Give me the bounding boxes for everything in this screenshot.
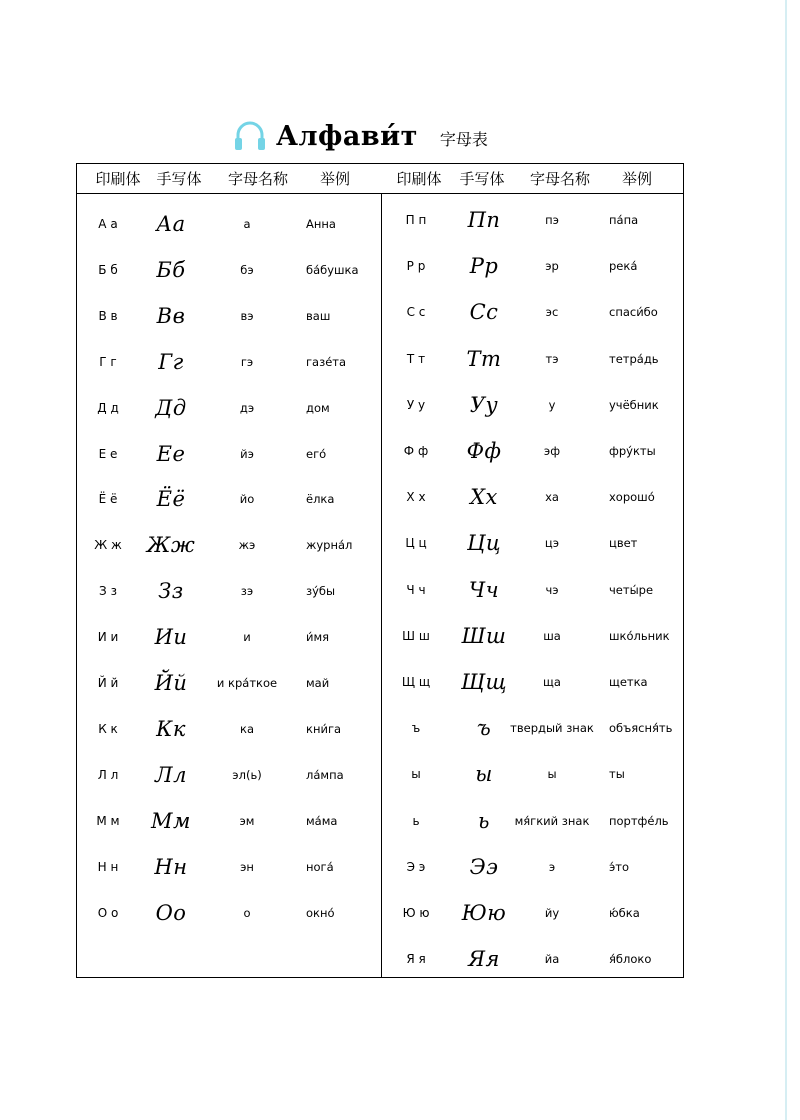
right-print-cell: Э э [406,859,426,874]
left-example-cell: нога́ [306,859,334,874]
left-name-cell: ка [240,721,254,736]
left-name-cell: и [243,630,251,645]
left-print-cell: И и [97,630,119,645]
header-print: 印刷体 [95,170,141,188]
left-name-cell: жэ [238,538,256,553]
right-example-cell: хорошо́ [609,490,655,505]
right-print-cell: Х х [406,490,426,505]
right-script-cell: Фф [466,439,502,463]
right-print-cell: Р р [406,259,426,274]
right-name-cell: твердый знак [510,721,594,736]
right-example-cell: тетра́дь [609,351,659,366]
headphones-icon [232,118,268,154]
header-script-right: 手写体 [459,170,505,188]
header-script: 手写体 [156,170,202,188]
left-print-cell: О о [97,905,119,920]
right-print-cell: Ф ф [403,444,429,458]
right-name-cell: цэ [544,536,560,551]
header-example-right: 举例 [621,170,653,188]
left-script-cell: Бб [156,257,186,282]
left-example-cell: ёлка [306,492,335,507]
right-print-cell: Т т [406,351,426,366]
left-print-cell: А а [98,217,118,231]
left-script-cell: Ёё [156,487,186,512]
right-example-cell: ю́бка [609,906,640,920]
left-print-cell: Л л [97,767,119,782]
page-title [232,112,488,160]
right-example-cell: я́блоко [609,952,652,967]
left-example-cell: Анна [306,217,336,231]
right-example-cell: щетка [609,675,648,689]
left-example-cell: журна́л [306,538,353,553]
left-print-cell: В в [98,308,118,323]
left-name-cell: а [243,217,251,231]
right-example-cell: цвет [609,536,638,551]
right-name-cell: эф [543,444,561,458]
left-print-cell: Н н [97,859,119,874]
left-script-cell: Кк [156,716,186,741]
right-script-cell: Шш [461,623,507,648]
left-example-cell: кни́га [306,721,342,736]
left-example-cell: ма́ма [306,813,338,828]
right-name-cell: ха [545,490,559,505]
right-name-cell: чэ [545,582,559,597]
left-example-cell: зу́бы [306,584,336,599]
right-example-cell: шко́льник [609,628,670,643]
left-script-cell: Дд [155,395,187,420]
right-print-cell: Ч ч [406,582,426,597]
right-print-cell: Ш ш [402,628,430,643]
right-name-cell: ы [547,767,557,782]
right-script-cell: Ээ [469,854,499,879]
page-edge-line [785,0,787,1120]
left-script-cell: Мм [151,808,191,833]
left-name-cell: эм [239,813,255,828]
right-script-cell: Пп [467,208,501,232]
right-script-cell: ы [475,762,493,787]
header-example: 举例 [319,170,351,188]
left-script-cell: Гг [158,349,184,374]
right-name-cell: э [548,859,556,874]
left-name-cell: о [243,905,251,920]
left-script-cell: Зз [158,579,184,604]
right-print-cell: Ц ц [405,536,427,551]
left-script-cell: Нн [154,854,188,879]
left-script-cell: Вв [156,303,186,328]
right-print-cell: ь [412,813,420,828]
left-script-cell: Ее [156,441,186,466]
right-name-cell: мя́гкий знак [514,813,590,828]
table-header [77,164,683,194]
left-example-cell: ваш [306,308,331,323]
left-name-cell: эл(ь) [232,767,262,782]
left-print-cell: Д д [97,400,119,415]
right-script-cell: ъ [476,716,492,741]
left-script-cell: Жж [146,533,196,558]
alphabet-table [76,163,684,978]
right-print-cell: Щ щ [401,675,431,689]
right-print-cell: С с [406,305,426,320]
right-script-cell: Хх [470,485,498,510]
left-print-cell: З з [99,584,117,599]
left-example-cell: газе́та [306,354,347,369]
title-main: Алфави́т [276,120,418,152]
right-script-cell: Сс [469,300,499,325]
left-script-cell: Ии [154,625,188,650]
right-name-cell: йу [544,906,560,920]
left-name-cell: йэ [240,446,254,461]
left-example-cell: и́мя [306,630,330,645]
left-example-cell: май [306,676,330,690]
right-example-cell: четы́ре [609,582,654,597]
left-example-cell: окно́ [306,905,335,920]
left-example-cell: его́ [306,446,327,461]
right-example-cell: объясня́ть [609,721,673,736]
left-print-cell: К к [98,721,118,736]
left-name-cell: и кра́ткое [216,676,278,690]
left-example-cell: ба́бушка [306,262,359,277]
left-script-cell: Йй [154,671,188,695]
right-print-cell: ы [411,767,421,782]
left-name-cell: дэ [239,400,255,415]
right-example-cell: э́то [609,859,630,874]
right-example-cell: река́ [609,259,638,274]
left-name-cell: вэ [240,308,254,323]
right-name-cell: эс [545,305,559,320]
right-script-cell: Юю [461,901,507,925]
right-example-cell: спаси́бо [609,305,658,320]
left-name-cell: йо [239,492,255,507]
right-name-cell: ша [543,628,561,643]
right-example-cell: портфе́ль [609,813,669,828]
right-script-cell: Уу [469,392,499,417]
title-sub: 字母表 [439,129,488,149]
left-script-cell: Лл [155,762,187,787]
right-script-cell: Яя [468,947,500,972]
left-name-cell: зэ [240,584,254,599]
right-script-cell: ь [478,808,490,833]
left-print-cell: Г г [99,354,117,369]
right-print-cell: ъ [411,721,421,736]
right-script-cell: Рр [469,254,499,279]
right-print-cell: Ю ю [402,906,430,920]
right-name-cell: эр [545,259,559,274]
right-script-cell: Щщ [461,670,507,694]
left-name-cell: гэ [240,354,254,369]
right-name-cell: тэ [545,351,559,366]
right-example-cell: ты [609,767,625,782]
left-name-cell: эн [240,859,254,874]
left-print-cell: Ж ж [94,538,122,553]
right-print-cell: П п [405,213,427,227]
left-print-cell: Б б [98,262,118,277]
left-print-cell: М м [96,813,120,828]
right-example-cell: учёбник [609,397,659,412]
right-print-cell: У у [406,397,426,412]
right-name-cell: ща [543,675,561,689]
right-name-cell: у [548,397,556,412]
column-divider [381,194,382,977]
right-name-cell: пэ [545,213,559,227]
right-print-cell: Я я [406,952,426,967]
right-script-cell: Чч [468,577,500,602]
left-example-cell: ла́мпа [306,767,344,782]
right-example-cell: па́па [609,213,639,227]
right-script-cell: Тт [466,346,502,371]
left-name-cell: бэ [240,262,254,277]
right-example-cell: фру́кты [609,444,656,458]
right-name-cell: йа [544,952,560,967]
left-script-cell: Аа [156,212,186,236]
left-print-cell: Е е [98,446,118,461]
left-script-cell: Оо [155,900,187,925]
left-example-cell: дом [306,400,330,415]
left-print-cell: Ё ё [98,492,118,507]
right-script-cell: Цц [467,531,501,556]
header-print-right: 印刷体 [396,170,442,188]
header-name-right: 字母名称 [529,170,591,188]
header-name: 字母名称 [227,170,289,188]
left-print-cell: Й й [97,676,119,690]
